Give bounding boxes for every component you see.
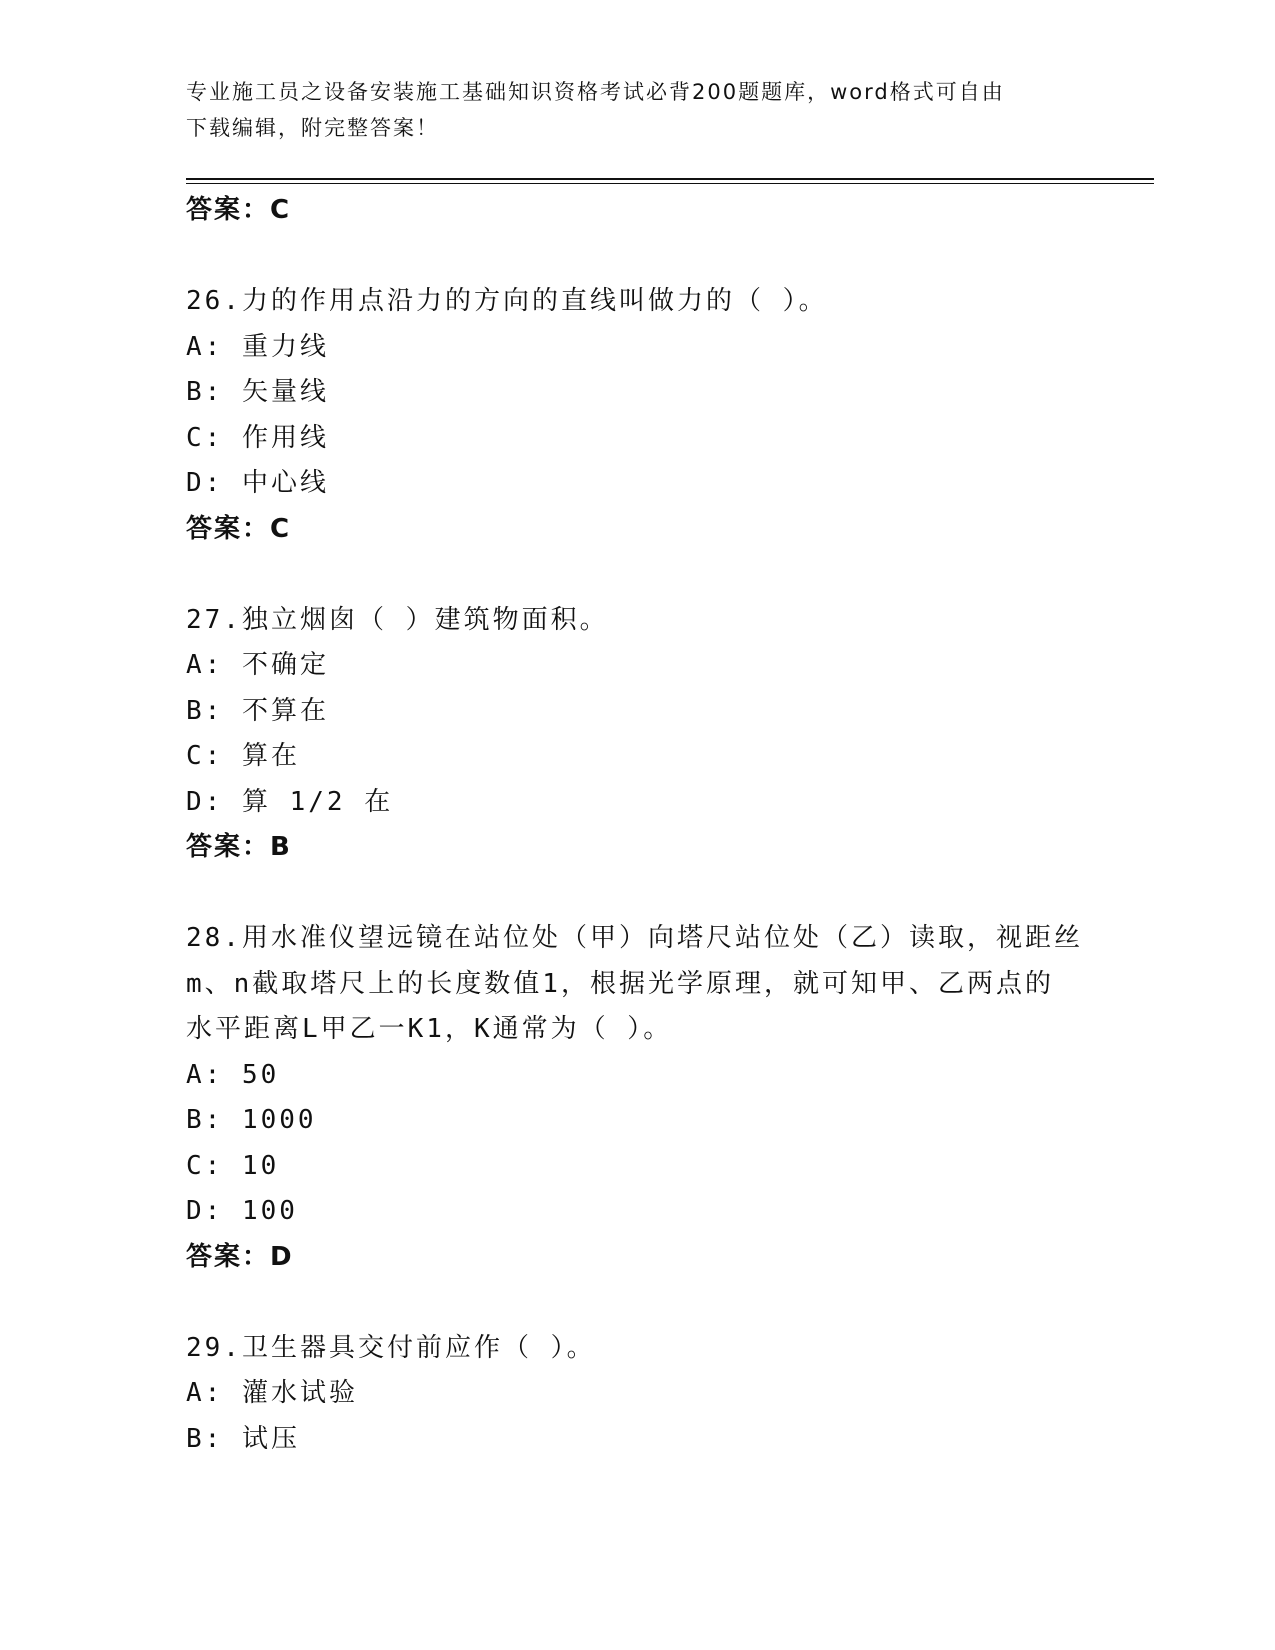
question-29 — [186, 1326, 1086, 1463]
question-27 — [186, 598, 1086, 871]
option-d: D: 100 — [186, 1196, 298, 1226]
option-a: A: 重力线 — [186, 331, 329, 362]
question-stem-line-2: m、n截取塔尺上的长度数值1，根据光学原理，就可知甲、乙两点的 — [186, 968, 1054, 999]
option-b: B: 1000 — [186, 1105, 317, 1135]
question-28 — [186, 916, 1086, 1280]
option-d: D: 算 1/2 在 — [186, 786, 394, 817]
answer: 答案：D — [186, 1241, 294, 1272]
option-c: C: 算在 — [186, 741, 300, 771]
answer: 答案：C — [186, 513, 292, 544]
question-stem: 26.力的作用点沿力的方向的直线叫做力的（ ）。 — [186, 286, 828, 316]
question-stem: 27.独立烟囱（ ）建筑物面积。 — [186, 604, 609, 635]
spacer — [186, 1280, 1086, 1326]
option-c: C: 10 — [186, 1150, 280, 1181]
question-stem-line-1: 28.用水准仪望远镜在站位处（甲）向塔尺站位处（乙）读取，视距丝 — [186, 923, 1083, 953]
spacer — [186, 552, 1086, 598]
option-a: A: 不确定 — [186, 650, 329, 680]
spacer — [186, 871, 1086, 917]
question-stem-line-3: 水平距离L甲乙一K1，K通常为（ ）。 — [186, 1014, 673, 1044]
option-a: A: 灌水试验 — [186, 1378, 358, 1408]
answer: 答案：B — [186, 832, 292, 862]
option-b: B: 试压 — [186, 1423, 300, 1454]
option-c: C: 作用线 — [186, 422, 329, 453]
option-b: B: 矢量线 — [186, 377, 329, 407]
header-rule-thick — [186, 178, 1154, 180]
question-stem: 29.卫生器具交付前应作（ ）。 — [186, 1332, 596, 1363]
header-rule-thin — [186, 183, 1154, 184]
option-d: D: 中心线 — [186, 468, 329, 498]
document-header — [186, 74, 1066, 146]
question-list — [186, 188, 1086, 1462]
option-a: A: 50 — [186, 1059, 280, 1090]
question-26 — [186, 279, 1086, 552]
spacer — [186, 234, 1086, 280]
header-line-2: 下载编辑，附完整答案！ — [186, 116, 439, 140]
answer-prev: 答案：C — [186, 195, 292, 225]
header-line-1: 专业施工员之设备安装施工基础知识资格考试必背200题题库，word格式可自由 — [186, 80, 1005, 104]
option-b: B: 不算在 — [186, 695, 329, 726]
